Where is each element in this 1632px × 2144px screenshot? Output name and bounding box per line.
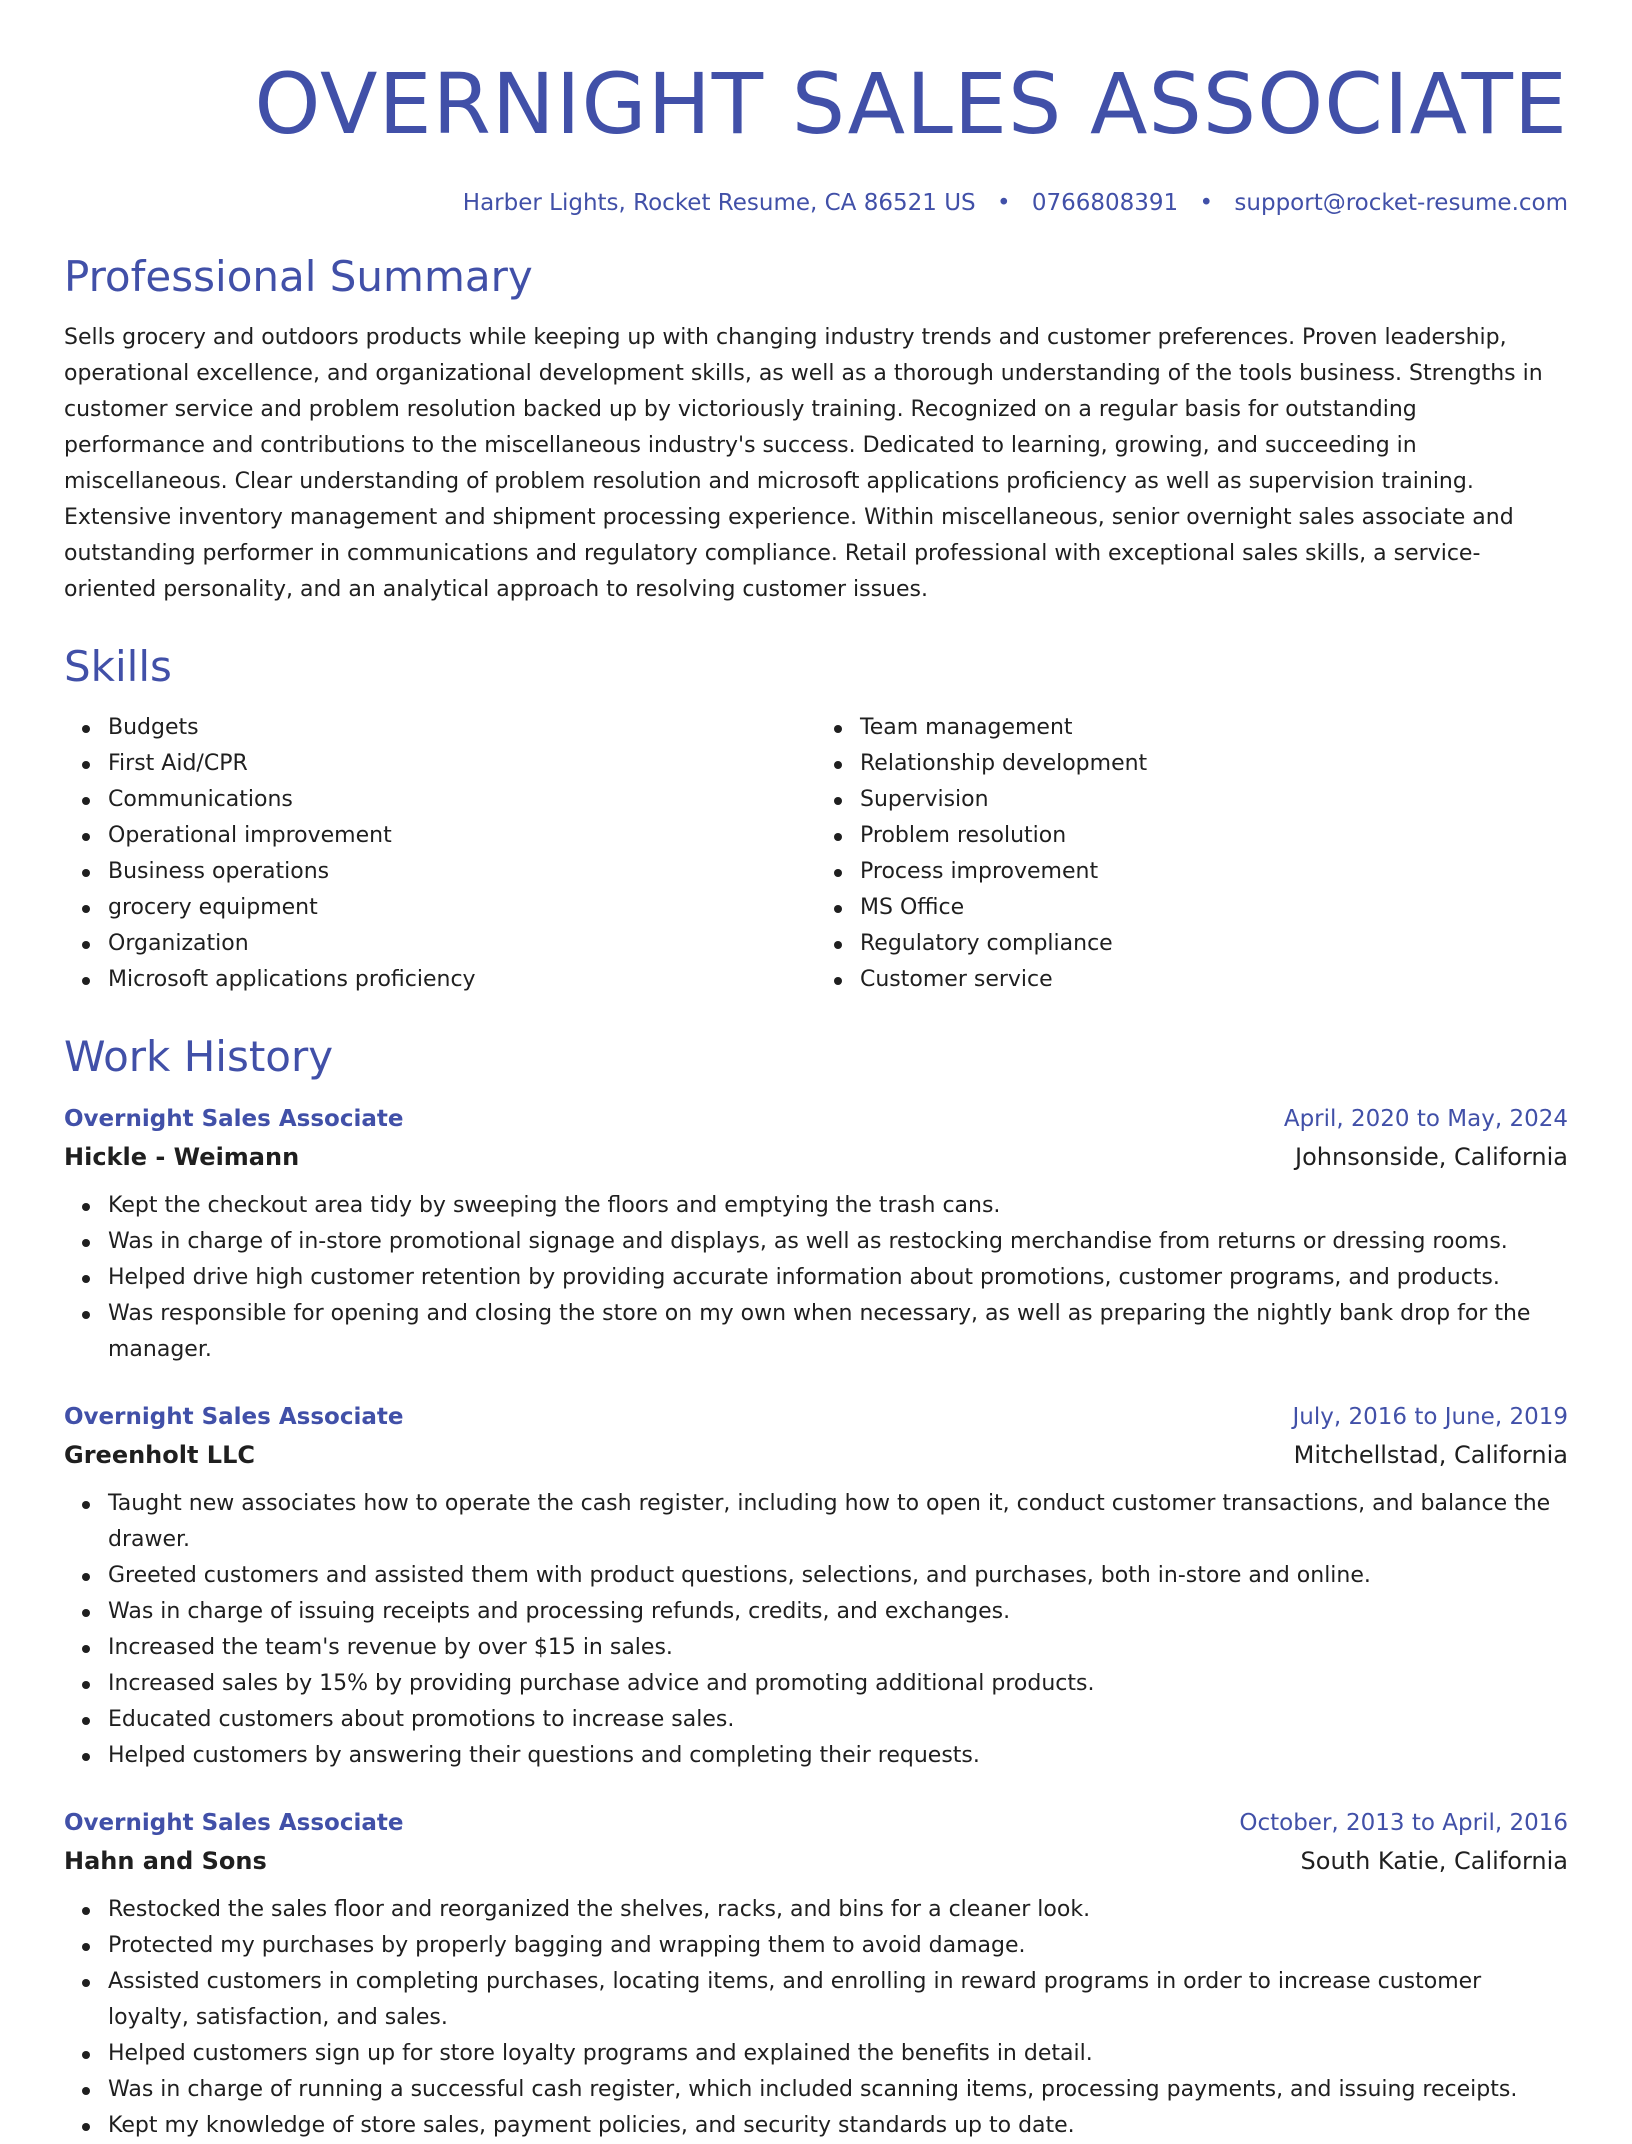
job-bullet: Kept my knowledge of store sales, payment policies, and security standards up to date. (108, 2108, 1568, 2144)
job-title: Overnight Sales Associate (64, 1106, 404, 1132)
job-bullet: Protected my purchases by properly bagging and wrapping them to avoid damage. (108, 1928, 1568, 1964)
skills-heading: Skills (64, 642, 172, 691)
skills-list-left (64, 710, 816, 998)
job-entry (64, 1398, 1568, 1774)
job-location: South Katie, California (1300, 1847, 1568, 1875)
job-title: Overnight Sales Associate (64, 1404, 404, 1430)
job-bullet: Greeted customers and assisted them with product questions, selections, and purchases, both in-store and online. (108, 1558, 1568, 1594)
job-title-row (64, 1100, 1568, 1138)
job-company: Hahn and Sons (64, 1847, 267, 1875)
skill-item: Budgets (108, 710, 816, 746)
skill-item: Problem resolution (860, 818, 1568, 854)
skill-item: Relationship development (860, 746, 1568, 782)
contact-phone: 0766808391 (1031, 190, 1179, 216)
resume-header (64, 56, 1568, 218)
job-bullet: Restocked the sales floor and reorganized the shelves, racks, and bins for a cleaner look. (108, 1892, 1568, 1928)
job-bullet: Helped customers by answering their questions and completing their requests. (108, 1738, 1568, 1774)
work-history-heading: Work History (64, 1032, 334, 1081)
skill-item: MS Office (860, 890, 1568, 926)
skill-item: Customer service (860, 962, 1568, 998)
job-bullet: Educated customers about promotions to increase sales. (108, 1702, 1568, 1738)
job-title: Overnight Sales Associate (64, 1810, 404, 1836)
work-history-section (64, 1032, 1568, 2144)
skill-item: Organization (108, 926, 816, 962)
job-bullet: Helped customers sign up for store loyalty programs and explained the benefits in detail. (108, 2036, 1568, 2072)
skill-item: Regulatory compliance (860, 926, 1568, 962)
job-dates: April, 2020 to May, 2024 (1283, 1106, 1568, 1132)
skill-item: Microsoft applications proficiency (108, 962, 816, 998)
contact-email: support@rocket-resume.com (1234, 190, 1568, 216)
job-bullet: Helped drive high customer retention by providing accurate information about promotions, customer programs, and products. (108, 1260, 1568, 1296)
job-location: Mitchellstad, California (1293, 1441, 1568, 1469)
job-bullet: Kept the checkout area tidy by sweeping the floors and emptying the trash cans. (108, 1188, 1568, 1224)
contact-separator: • (996, 190, 1011, 216)
job-bullets (64, 1486, 1568, 1774)
job-bullet: Increased the team's revenue by over $15 in sales. (108, 1630, 1568, 1666)
skill-item: Operational improvement (108, 818, 816, 854)
skills-list-right (816, 710, 1568, 998)
job-entry (64, 1804, 1568, 2144)
job-dates: October, 2013 to April, 2016 (1239, 1810, 1568, 1836)
summary-text: Sells grocery and outdoors products while keeping up with changing industry trends and customer preferences. Proven leadership, operational excellence, and organizational development skills, as well as a thorough understanding of the tools business. Strengths in customer service and problem resolution backed up by victoriously training. Recognized on a regular basis for outstanding performance and contributions to the miscellaneous industry's success. Dedicated to learning, growing, and succeeding in miscellaneous. Clear understanding of problem resolution and microsoft applications proficiency as well as supervision training. Extensive inventory management and shipment processing experience. Within miscellaneous, senior overnight sales associate and outstanding performer in communications and regulatory compliance. Retail professional with exceptional sales skills, a service-oriented personality, and an analytical approach to resolving customer issues. (64, 325, 1543, 602)
job-company-row (64, 1436, 1568, 1474)
job-location: Johnsonside, California (1295, 1143, 1568, 1171)
page-title: OVERNIGHT SALES ASSOCIATE (254, 55, 1568, 153)
skill-item: Supervision (860, 782, 1568, 818)
skill-item: Process improvement (860, 854, 1568, 890)
job-bullet: Taught new associates how to operate the cash register, including how to open it, conduct customer transactions, and balance the drawer. (108, 1486, 1568, 1558)
skills-columns (64, 710, 1568, 998)
job-title-row (64, 1398, 1568, 1436)
contact-line (64, 188, 1568, 218)
job-company-row (64, 1138, 1568, 1176)
job-title-row (64, 1804, 1568, 1842)
summary-heading: Professional Summary (64, 252, 533, 301)
job-entry (64, 1100, 1568, 1368)
job-company-row (64, 1842, 1568, 1880)
skill-item: Communications (108, 782, 816, 818)
job-bullet: Was in charge of in-store promotional signage and displays, as well as restocking merchandise from returns or dressing rooms. (108, 1224, 1568, 1260)
contact-separator: • (1199, 190, 1214, 216)
summary-section (64, 252, 1568, 608)
skill-item: Business operations (108, 854, 816, 890)
job-bullets (64, 1188, 1568, 1368)
skill-item: Team management (860, 710, 1568, 746)
skill-item: First Aid/CPR (108, 746, 816, 782)
job-bullets (64, 1892, 1568, 2144)
job-bullet: Assisted customers in completing purchases, locating items, and enrolling in reward programs in order to increase customer loyalty, satisfaction, and sales. (108, 1964, 1568, 2036)
job-company: Greenholt LLC (64, 1441, 256, 1469)
job-dates: July, 2016 to June, 2019 (1292, 1404, 1568, 1430)
skills-section (64, 642, 1568, 998)
job-bullet: Was responsible for opening and closing the store on my own when necessary, as well as preparing the nightly bank drop for the manager. (108, 1296, 1568, 1368)
skill-item: grocery equipment (108, 890, 816, 926)
job-bullet: Was in charge of issuing receipts and processing refunds, credits, and exchanges. (108, 1594, 1568, 1630)
job-company: Hickle - Weimann (64, 1143, 300, 1171)
contact-address: Harber Lights, Rocket Resume, CA 86521 US (462, 190, 976, 216)
job-bullet: Increased sales by 15% by providing purchase advice and promoting additional products. (108, 1666, 1568, 1702)
job-bullet: Was in charge of running a successful cash register, which included scanning items, processing payments, and issuing receipts. (108, 2072, 1568, 2108)
